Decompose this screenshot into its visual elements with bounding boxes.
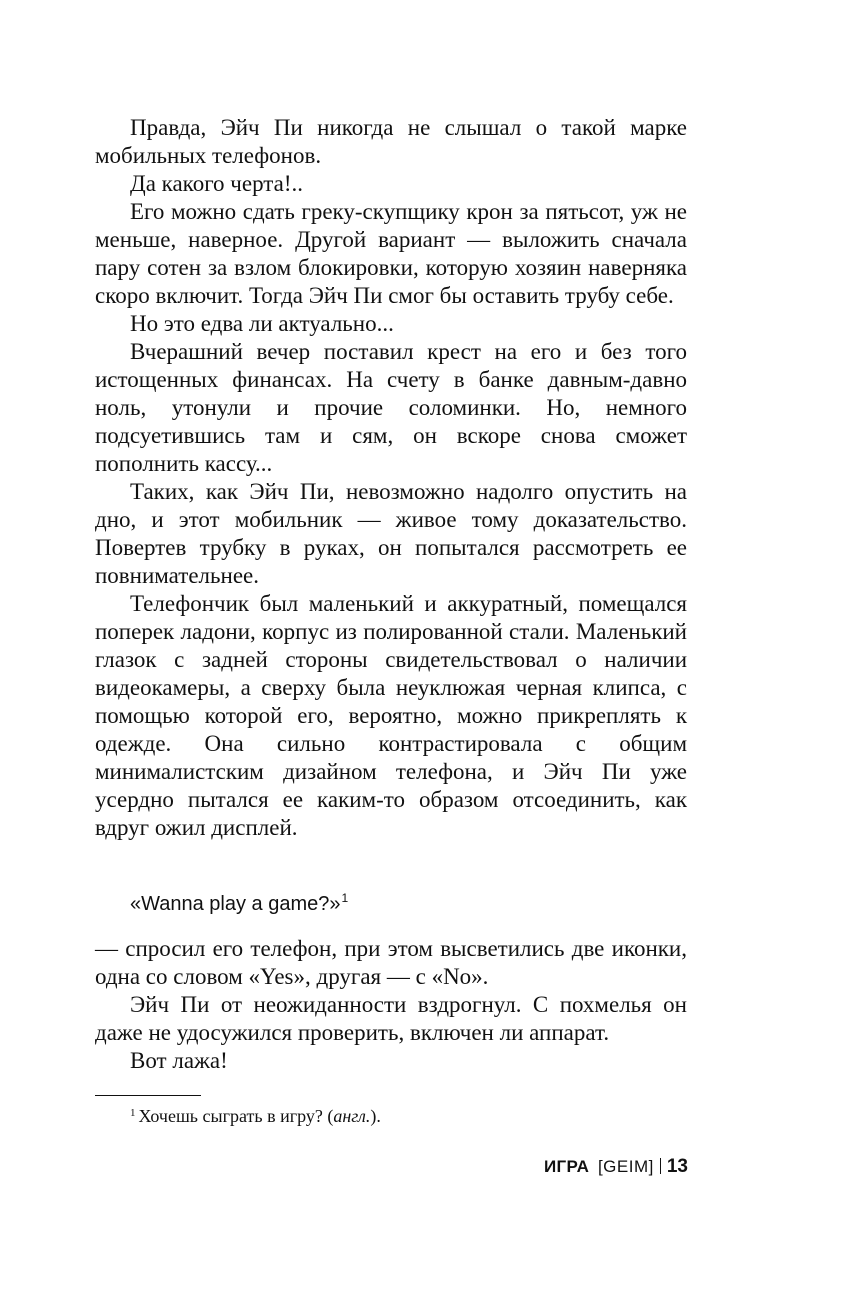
paragraph: Правда, Эйч Пи никогда не слышал о такой марке мобильных телефонов. (95, 115, 687, 168)
paragraph: Да какого черта!.. (130, 171, 303, 196)
quote-text: «Wanna play a game?» (130, 893, 341, 915)
footer-separator (660, 1158, 661, 1174)
page-number: 13 (666, 1156, 688, 1177)
footnote-marker: 1 (341, 891, 349, 905)
footnote-text: Хочешь сыграть в игру? ( (138, 1106, 334, 1126)
paragraph: Но это едва ли актуально... (130, 311, 394, 336)
paragraph: Вот лажа! (130, 1048, 228, 1073)
footnote (130, 1104, 381, 1128)
footnote-language: англ. (333, 1106, 371, 1126)
main-text-bottom (95, 935, 687, 1075)
main-text-top (95, 114, 687, 842)
paragraph: — спросил его телефон, при этом высветились две иконки, одна со словом «Yes», другая — с «No». (95, 936, 687, 989)
footnote-close: ). (370, 1106, 381, 1126)
book-subtitle: [GEIM] (597, 1157, 654, 1176)
phone-message-quote (130, 891, 348, 917)
paragraph: Его можно сдать греку-скупщику крон за пятьсот, уж не меньше, наверное. Другой вариант — выложить сначала пару сотен за взлом блокировки, которую хозяин наверняка скоро включит. Тогда Эйч Пи смог бы оставить трубу себе. (95, 199, 687, 308)
book-title: ИГРА (544, 1157, 590, 1176)
footnote-number: 1 (130, 1107, 136, 1119)
running-footer (544, 1156, 688, 1178)
paragraph: Таких, как Эйч Пи, невозможно надолго опустить на дно, и этот мобильник — живое тому доказательство. Повертев трубку в руках, он попытался рассмотреть ее повнимательнее. (95, 479, 687, 588)
footnote-divider (95, 1095, 201, 1096)
paragraph: Эйч Пи от неожиданности вздрогнул. С похмелья он даже не удосужился проверить, включен ли аппарат. (95, 992, 687, 1045)
paragraph: Телефончик был маленький и аккуратный, помещался поперек ладони, корпус из полированной стали. Маленький глазок с задней стороны свидетельствовал о наличии видеокамеры, а сверху была неуклюжая черная клипса, с помощью которой его, вероятно, можно прикреплять к одежде. Она сильно контрастировала с общим минималистским дизайном телефона, и Эйч Пи уже усердно пытался ее каким-то образом отсоединить, как вдруг ожил дисплей. (95, 591, 687, 840)
paragraph: Вчерашний вечер поставил крест на его и без того истощенных финансах. На счету в банке давным-давно ноль, утонули и прочие соломинки. Но, немного подсуетившись там и сям, он вскоре снова сможет пополнить кассу... (95, 339, 687, 476)
